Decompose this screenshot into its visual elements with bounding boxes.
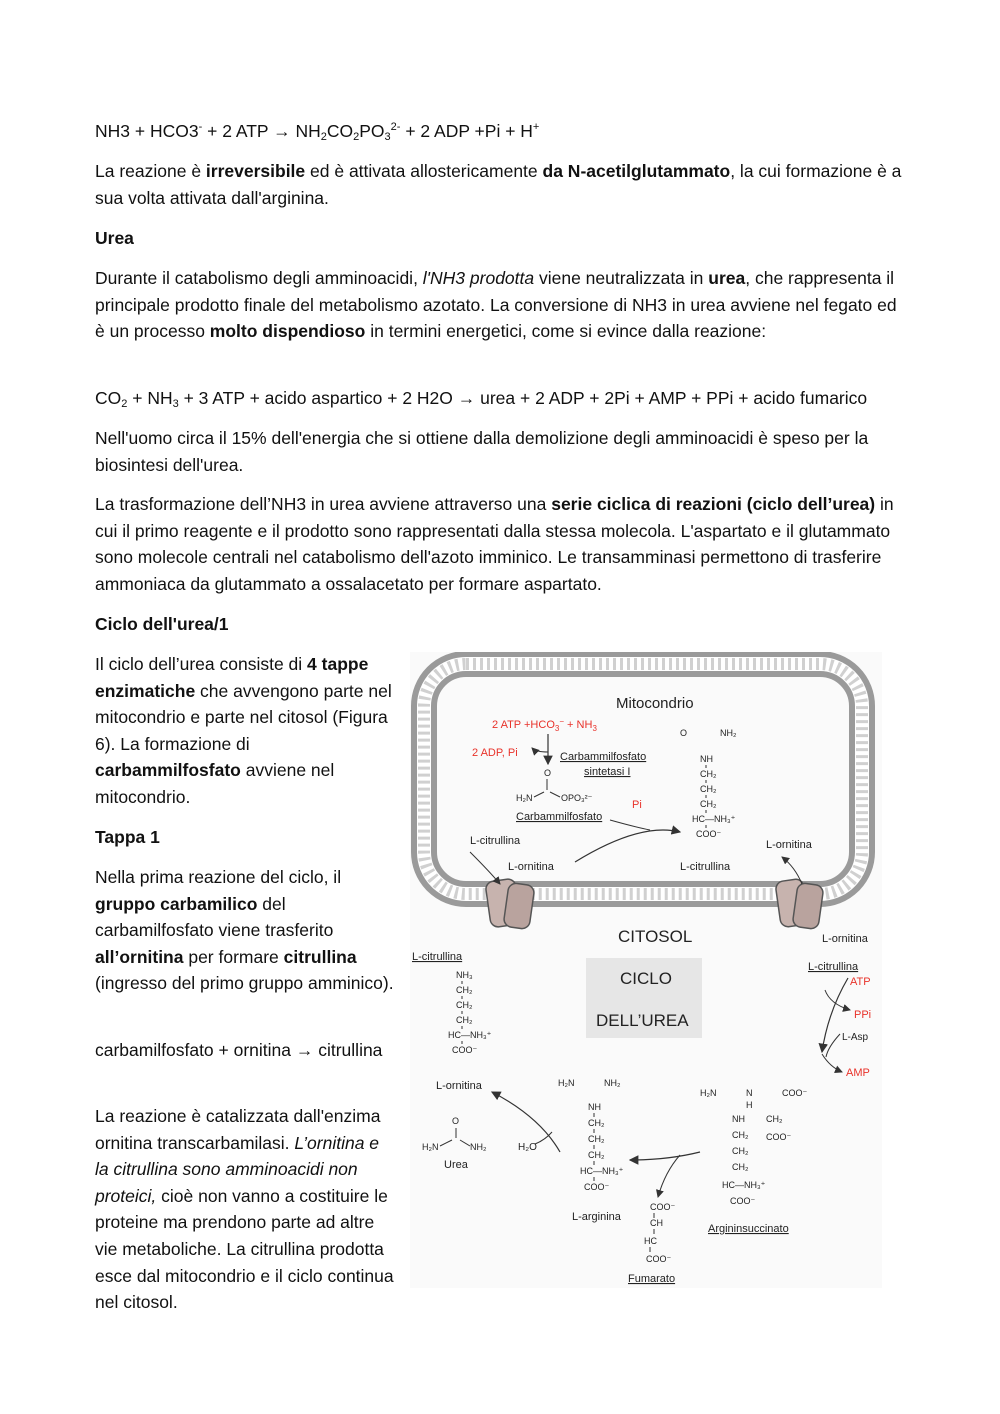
svg-text:H₂N: H₂N: [422, 1142, 439, 1152]
argininosuccinate-atom: COO⁻: [782, 1088, 808, 1098]
text-run: La reazione è catalizzata dall'enzima ornitina transcarbamilasi.: [95, 1106, 381, 1153]
ornithine-atom: COO⁻: [452, 1045, 478, 1055]
argininosuccinate-atom: CH₂: [766, 1114, 783, 1124]
argininosuccinate-atom: CH₂: [732, 1130, 749, 1140]
bold-run: 4 tappe enzimatiche: [95, 654, 369, 701]
citrulline-atom: COO⁻: [696, 829, 722, 839]
label-amp: AMP: [846, 1067, 870, 1079]
eq2-sub: 2: [121, 398, 128, 410]
text-run: cioè non vanno a costituire le proteine ma prendono parte ad altre vie metaboliche. La citrullina prodotta esce dal mitocondrio e il ciclo continua nel citosol.: [95, 1185, 394, 1313]
citrulline-atom: CH₂: [700, 784, 717, 794]
text-run: Il ciclo dell’urea consiste di: [95, 654, 308, 674]
svg-text:O: O: [544, 768, 552, 778]
text-run: che avvengono parte nel mitocondrio e parte nel citosol (Figura 6). La formazione di: [95, 680, 392, 754]
bold-run: gruppo carbamilico: [95, 893, 258, 914]
eq2-part: CO: [95, 388, 122, 408]
text-run: , la cui formazione è a sua volta attivata dall'arginina.: [95, 161, 902, 208]
equation-carbamoyl-phosphate: [95, 118, 905, 145]
argininosuccinate-atom: NH: [732, 1114, 745, 1124]
heading-ciclo-urea: Ciclo dell'urea/1: [95, 614, 229, 634]
equation-urea-synthesis: [95, 385, 925, 412]
arginine-atom: NH: [588, 1102, 601, 1112]
label-l-citrullina-mito-left: L-citrullina: [470, 835, 521, 847]
svg-text:OPO₃²⁻: OPO₃²⁻: [561, 793, 593, 803]
paragraph-transcarbamylase: [95, 1103, 395, 1316]
ornithine-atom: NH₃: [456, 970, 473, 980]
bold-run: citrullina: [283, 946, 357, 967]
label-enzyme-line2: sintetasi I: [584, 766, 631, 778]
arginine-atom: CH₂: [588, 1118, 605, 1128]
text-run: (ingresso del primo gruppo amminico).: [95, 973, 394, 994]
text-run: La reazione è: [95, 161, 206, 181]
arginine-atom: HC—NH₃⁺: [580, 1166, 624, 1176]
label-products: 2 ADP, Pi: [472, 747, 518, 759]
bold-run: irreversibile: [205, 161, 306, 181]
citrulline-atom: CH₂: [700, 769, 717, 779]
svg-text:COO⁻: COO⁻: [646, 1254, 672, 1264]
citrulline-atom: NH: [700, 754, 713, 764]
eq1-part: PO: [359, 121, 385, 141]
eq1-part: + 2 ADP +Pi + H: [400, 121, 533, 141]
label-pi: Pi: [632, 799, 642, 811]
label-fumarato: Fumarato: [628, 1273, 676, 1285]
eq1-sub: 3: [384, 131, 391, 143]
label-l-citrullina-cyto-right: L-citrullina: [808, 961, 859, 973]
bold-run: carbammilfosfato: [95, 760, 241, 781]
svg-text:H₂N: H₂N: [516, 793, 533, 803]
argininosuccinate-atom: HC—NH₃⁺: [722, 1180, 766, 1190]
text-run: del carbamilfosfato viene trasferito: [95, 893, 334, 941]
italic-run: l'NH3 prodotta: [422, 268, 535, 288]
argininosuccinate-atom: COO⁻: [766, 1132, 792, 1142]
svg-text:COO⁻: COO⁻: [650, 1202, 676, 1212]
label-l-asp: L-Asp: [842, 1032, 869, 1043]
eq2-part: + 3 ATP + acido aspartico + 2 H2O → urea + 2 ADP + 2Pi + AMP + PPi + acido fumarico: [178, 388, 868, 408]
ornithine-atom: CH₂: [456, 1015, 473, 1025]
transporter-left: [485, 878, 535, 929]
argininosuccinate-atom: H: [746, 1100, 753, 1110]
eq1-part: + 2 ATP → NH: [202, 121, 321, 141]
eq2-part: + NH: [127, 388, 173, 408]
label-ciclo: CICLO: [620, 969, 672, 988]
paragraph-cycle-intro: [95, 491, 905, 597]
argininosuccinate-atom: CH₂: [732, 1146, 749, 1156]
label-l-ornitina-cyto-right: L-ornitina: [822, 933, 868, 945]
citrulline-atom: O: [680, 728, 688, 738]
label-mitocondrio: Mitocondrio: [616, 695, 694, 712]
text-run: in termini energetici, come si evince dalla reazione:: [365, 321, 767, 342]
label-enzyme-line1: Carbammilfosfato: [560, 751, 647, 763]
arginine-atom: NH₂: [604, 1078, 621, 1088]
eq2-sub: 3: [172, 398, 179, 410]
citrulline-atom: HC—NH₃⁺: [692, 814, 736, 824]
bold-run: molto dispendioso: [209, 321, 366, 342]
arginine-atom: H₂N: [558, 1078, 575, 1088]
paragraph-four-steps: [95, 651, 395, 811]
eq1-part: CO: [326, 121, 354, 141]
label-l-citrullina-cyto-left: L-citrullina: [412, 951, 463, 963]
text-run: per formare: [183, 946, 284, 967]
label-carbammilfosfato: Carbammilfosfato: [516, 811, 603, 823]
svg-text:CH: CH: [650, 1218, 663, 1228]
paragraph-step-one: [95, 864, 395, 997]
equation-citrulline: carbamilfosfato + ornitina → citrullina: [95, 1040, 383, 1060]
bold-run: urea: [708, 268, 746, 288]
text-run: viene neutralizzata in: [534, 268, 709, 288]
svg-text:O: O: [452, 1116, 460, 1126]
label-l-arginina: L-arginina: [572, 1211, 621, 1223]
eq1-sub: 2: [320, 131, 327, 143]
citrulline-atom: NH₂: [720, 728, 737, 738]
label-urea: Urea: [444, 1159, 468, 1171]
label-l-citrullina-mito-right: L-citrullina: [680, 861, 731, 873]
eq1-part: NH3 + HCO3: [95, 121, 199, 141]
citrulline-atom: CH₂: [700, 799, 717, 809]
label-l-ornitina-mito-right: L-ornitina: [766, 839, 812, 851]
argininosuccinate-atom: CH₂: [732, 1162, 749, 1172]
text-run: , che rappresenta il principale prodotto finale del metabolismo azotato. La conversione di NH3 in urea avviene nel fegato ed è un processo: [95, 268, 897, 342]
paragraph-energy: Nell'uomo circa il 15% dell'energia che si ottiene dalla demolizione degli amminoacidi è speso per la biosintesi dell'urea.: [95, 428, 869, 475]
text-run: Durante il catabolismo degli amminoacidi,: [95, 268, 423, 288]
label-reagents: 2 ATP $+HCO_3^- + NH_3$: [492, 717, 597, 733]
heading-tappa-1: Tappa 1: [95, 827, 160, 847]
text-run: ed è attivata allostericamente: [305, 161, 543, 181]
eq1-sup: -: [198, 121, 203, 133]
transporter-right: [775, 878, 824, 929]
label-ppi: PPi: [854, 1009, 872, 1021]
eq1-sup: 2-: [390, 121, 401, 133]
text-run: Nella prima reazione del ciclo, il: [95, 867, 342, 887]
label-citosol: CITOSOL: [618, 927, 693, 946]
urea-cycle-figure: [410, 652, 882, 1288]
bold-run: all’ornitina: [95, 946, 184, 967]
argininosuccinate-atom: COO⁻: [730, 1196, 756, 1206]
label-atp: ATP: [850, 976, 871, 988]
bold-run: serie ciclica di reazioni (ciclo dell’urea): [551, 494, 876, 514]
label-dellurea: DELL’UREA: [596, 1011, 689, 1030]
italic-run: L’ornitina e la citrullina sono amminoacidi non proteici,: [95, 1132, 380, 1206]
arginine-atom: CH₂: [588, 1134, 605, 1144]
paragraph-irreversible: [95, 158, 905, 211]
svg-text:NH₂: NH₂: [470, 1142, 487, 1152]
label-argininsuccinato: Argininsuccinato: [708, 1223, 789, 1235]
text-run: La trasformazione dell’NH3 in urea avviene attraverso una: [95, 494, 552, 514]
eq1-sub: 2: [353, 131, 360, 143]
label-h2o: H₂O: [518, 1142, 537, 1153]
bold-run: da N-acetilglutammato: [542, 161, 731, 181]
arginine-atom: COO⁻: [584, 1182, 610, 1192]
heading-urea: Urea: [95, 228, 134, 248]
text-run: in cui il primo reagente e il prodotto sono rappresentati dalla stessa molecola. L'aspartato e il glutammato sono molecole centrali nel catabolismo dell'azoto imminico. Le transamminasi permettono di trasferire ammoniaca da glutammato a ossalacetato per formare aspartato.: [95, 494, 894, 594]
argininosuccinate-atom: H₂N: [700, 1088, 717, 1098]
label-l-ornitina-cyto-left: L-ornitina: [436, 1080, 482, 1092]
ornithine-atom: CH₂: [456, 1000, 473, 1010]
ornithine-atom: HC—NH₃⁺: [448, 1030, 492, 1040]
svg-text:HC: HC: [644, 1236, 657, 1246]
text-run: avviene nel mitocondrio.: [95, 760, 335, 807]
label-l-ornitina-mito: L-ornitina: [508, 861, 554, 873]
arginine-atom: CH₂: [588, 1150, 605, 1160]
eq1-sup: +: [532, 121, 540, 133]
paragraph-urea-catabolism: [95, 265, 905, 345]
ornithine-atom: CH₂: [456, 985, 473, 995]
argininosuccinate-atom: N: [746, 1088, 753, 1098]
